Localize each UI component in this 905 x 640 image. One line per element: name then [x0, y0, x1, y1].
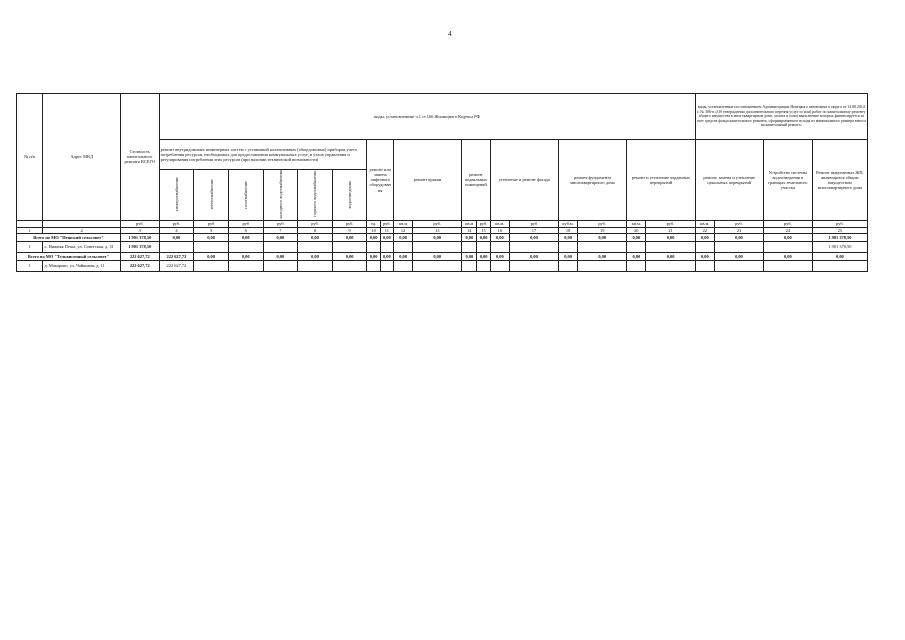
cell: 0,00: [578, 252, 627, 260]
cell: 0,00: [477, 233, 490, 241]
col-number: 14: [462, 227, 477, 233]
col-number: 24: [763, 227, 812, 233]
cell: 0,00: [627, 252, 646, 260]
unit-cell: руб.: [332, 220, 367, 227]
cell: 0,00: [263, 252, 298, 260]
row-redemption: 1 901 378,50: [812, 241, 867, 252]
unit-cell: кв.м.: [627, 220, 646, 227]
cell: 0,00: [393, 233, 412, 241]
cell: 222 627,72: [120, 252, 159, 260]
unit-cell: руб: [194, 220, 229, 227]
unit-cell: руб: [228, 220, 263, 227]
cell: 0,00: [695, 233, 714, 241]
cell: 0,00: [490, 252, 509, 260]
cell: 0,00: [812, 252, 867, 260]
col-number: 23: [714, 227, 763, 233]
header-sub-electric: электроснабжение: [159, 170, 194, 221]
unit-cell: куб.м.: [558, 220, 577, 227]
header-sub-gas: газоснабжение: [228, 170, 263, 221]
unit-cell: кв.м.: [490, 220, 509, 227]
cell: 1 901 378,50: [120, 233, 159, 241]
table-row: [17, 241, 868, 252]
cell: 0,00: [194, 233, 229, 241]
unit-cell: руб.: [380, 220, 393, 227]
page-number: 4: [448, 30, 452, 38]
header-basement-floor: ремонт, замена и утепление цокольных перекрытий: [695, 140, 763, 221]
unit-cell: руб: [510, 220, 559, 227]
cell: 0,00: [646, 233, 695, 241]
col-number: 18: [558, 227, 577, 233]
total-label: Всего по МО "Тельвисочный сельсовет": [17, 252, 121, 260]
cell: 0,00: [558, 252, 577, 260]
header-sub-cold: холодного водоснабжения: [263, 170, 298, 221]
header-attic: ремонт и утепление чердачных перекрытий: [627, 140, 695, 221]
total-row: [17, 252, 868, 260]
col-number: 20: [627, 227, 646, 233]
cell: 0,00: [763, 252, 812, 260]
cell: 0,00: [332, 233, 367, 241]
row-no: 1: [17, 241, 43, 252]
unit-cell: руб.: [120, 220, 159, 227]
col-number: 21: [646, 227, 695, 233]
cell: 0,00: [298, 252, 333, 260]
header-basement: ремонт подвальных помещений: [462, 140, 491, 221]
capital-repair-table: [16, 93, 868, 272]
col-number: 13: [413, 227, 462, 233]
cell: 0,00: [695, 252, 714, 260]
cell: 0,00: [413, 252, 462, 260]
cell: 0,00: [228, 252, 263, 260]
col-number: 16: [490, 227, 509, 233]
col-number: 12: [393, 227, 412, 233]
header-elevator: ремонт или замена лифтового оборудования: [367, 140, 393, 221]
header-group-zhk: виды, установленные ч.1 ст.166 Жилищного Кодекса РФ: [159, 94, 695, 140]
unit-cell: руб.: [413, 220, 462, 227]
header-foundation: ремонт фундамента многоквартирного дома: [558, 140, 626, 221]
unit-cell: кв.м: [393, 220, 412, 227]
row-cost: 1 901 378,50: [120, 241, 159, 252]
col-number: 15: [477, 227, 490, 233]
cell: 0,00: [462, 252, 477, 260]
cell: 0,00: [367, 233, 380, 241]
col-number: 2: [43, 227, 120, 233]
units-row: [17, 220, 868, 227]
total-label: Всего по МО "Пешский сельсовет": [17, 233, 121, 241]
unit-cell: руб.: [714, 220, 763, 227]
cell: 0,00: [380, 233, 393, 241]
cell: 0,00: [477, 252, 490, 260]
row-electric: 222 627,72: [159, 260, 194, 271]
cell: 0,00: [263, 233, 298, 241]
col-number: 22: [695, 227, 714, 233]
header-drainage: Устройство системы водоотведения в границах земельного участка: [763, 140, 812, 221]
header-no: № п/п: [17, 94, 43, 221]
row-cost: 222 627,72: [120, 260, 159, 271]
table-row: [17, 260, 868, 271]
cell: 0,00: [332, 252, 367, 260]
cell: 0,00: [367, 252, 380, 260]
unit-cell: руб.: [298, 220, 333, 227]
header-sub-sewer: водоотведения: [332, 170, 367, 221]
header-address: Адрес МКД: [43, 94, 120, 221]
cell: 0,00: [380, 252, 393, 260]
total-row: [17, 233, 868, 241]
cell: 0,00: [646, 252, 695, 260]
col-number: 1: [17, 227, 43, 233]
unit-cell: руб.: [812, 220, 867, 227]
col-number: 11: [380, 227, 393, 233]
cell: 1 901 378,50: [812, 233, 867, 241]
col-number: 17: [510, 227, 559, 233]
cell: 0,00: [714, 252, 763, 260]
col-number: 19: [578, 227, 627, 233]
cell: 0,00: [159, 233, 194, 241]
row-no: 1: [17, 260, 43, 271]
col-number: 7: [263, 227, 298, 233]
cell: 0,00: [298, 233, 333, 241]
unit-cell: кв.м: [462, 220, 477, 227]
cell: 0,00: [228, 233, 263, 241]
cell: 0,00: [627, 233, 646, 241]
unit-cell: руб.: [578, 220, 627, 227]
header-roof: ремонт крыши: [393, 140, 461, 221]
row-address: д. Макарово, ул. Чайкиная, д. 11: [43, 260, 120, 271]
col-number: 4: [159, 227, 194, 233]
header-group-admin: виды, установленные постановлением Администрации Ненецкого автономного округа от 14.08.2014 г. № 306-п «Об утверждении дополнительного перечня услуг и (или) работ по капитальному ремонту общего имущества в многоквартирном доме, оплата и (или) выполнение которых финансируется за счет средств фонда капитального ремонта, сформированного исходя из минимального размера взноса на капитальный ремонт»: [695, 94, 867, 140]
header-cost: Стоимость капитального ремонта ВСЕГО: [120, 94, 159, 221]
cell: 0,00: [714, 233, 763, 241]
cell: 0,00: [510, 233, 559, 241]
unit-cell: руб.: [159, 220, 194, 227]
unit-cell: руб.: [646, 220, 695, 227]
header-redemption: Ремонт выкупаемых ЖП, являющихся общим имуществом многоквартирного дома: [812, 140, 867, 221]
unit-cell: руб: [263, 220, 298, 227]
cell: 0,00: [194, 252, 229, 260]
unit-cell: руб.: [477, 220, 490, 227]
col-number: 6: [228, 227, 263, 233]
col-number: 9: [332, 227, 367, 233]
cell: 0,00: [763, 233, 812, 241]
unit-cell: руб.: [763, 220, 812, 227]
cell: 0,00: [578, 233, 627, 241]
header-engineering: ремонт внутридомовых инженерных систем с установкой коллективных (общедомовых) приборов учета потребления ресурсов, необходимых для предоставления коммунальных услуг, и узлов управления и регулирования потребления этих ресурсов (при наличии технической возможности): [159, 140, 367, 170]
cell: 0,00: [490, 233, 509, 241]
col-number: 25: [812, 227, 867, 233]
header-sub-hot: горячего водоснабжения: [298, 170, 333, 221]
col-number: 8: [298, 227, 333, 233]
unit-cell: ед.: [367, 220, 380, 227]
cell: 0,00: [413, 233, 462, 241]
col-number: 10: [367, 227, 380, 233]
col-number: 5: [194, 227, 229, 233]
row-address: с. Нижняя Пеша, ул. Советская, д. 31: [43, 241, 120, 252]
cell: 0,00: [558, 233, 577, 241]
cell: 0,00: [462, 233, 477, 241]
col-number: 3: [120, 227, 159, 233]
header-facade: утепление и ремонт фасада: [490, 140, 558, 221]
cell: 0,00: [510, 252, 559, 260]
unit-cell: кв.м.: [695, 220, 714, 227]
cell: 0,00: [393, 252, 412, 260]
header-sub-heat: теплоснабжение: [194, 170, 229, 221]
cell: 222 627,72: [159, 252, 194, 260]
